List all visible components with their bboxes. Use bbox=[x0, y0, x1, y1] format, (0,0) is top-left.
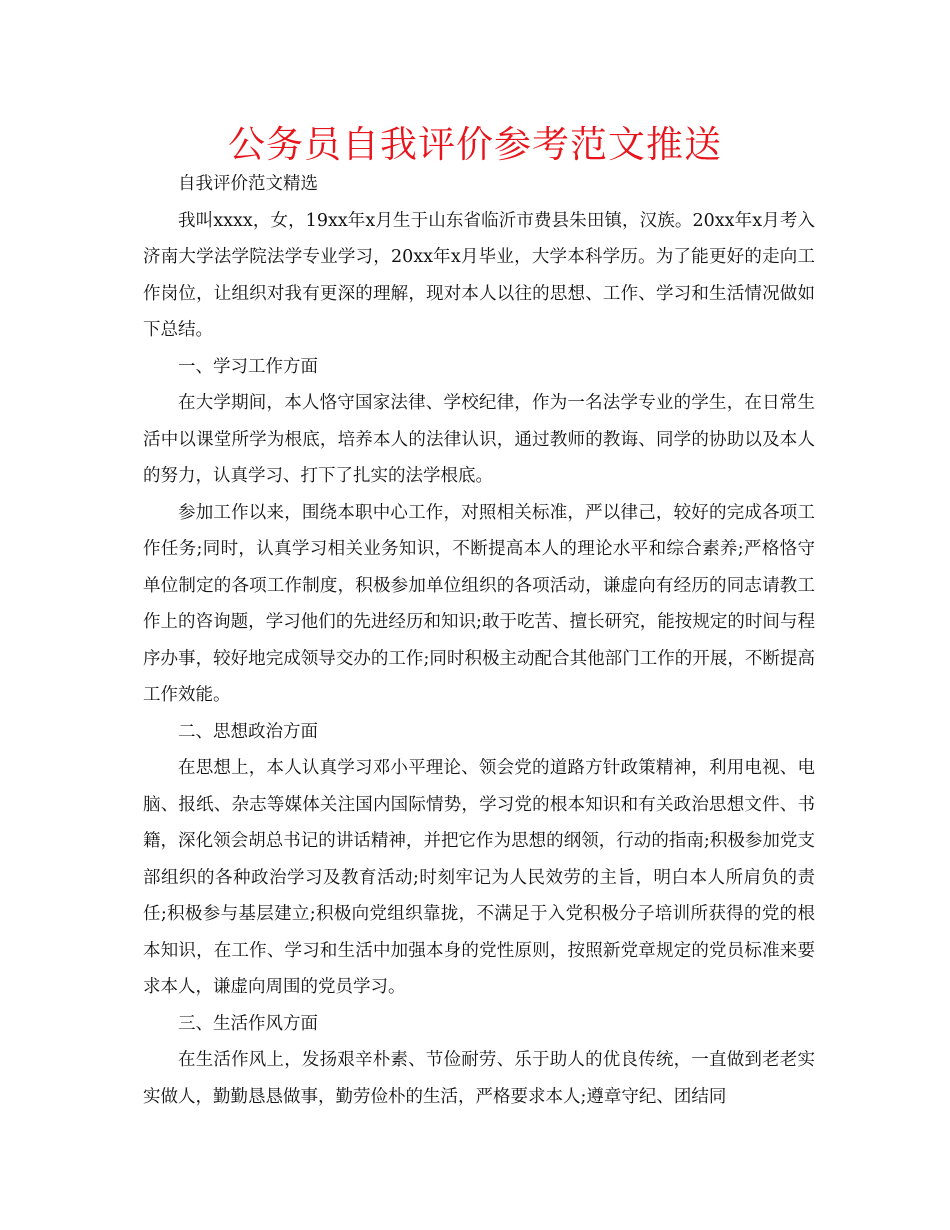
lifestyle-paragraph: 在生活作风上，发扬艰辛朴素、节俭耐劳、乐于助人的优良传统，一直做到老老实实做人，勤勤恳恳做事，勤劳俭朴的生活，严格要求本人;遵章守纪、团结同 bbox=[143, 1050, 815, 1107]
document-body bbox=[143, 166, 815, 1115]
document-title: 公务员自我评价参考范文推送 bbox=[228, 123, 722, 166]
study-paragraph: 在大学期间，本人恪守国家法律、学校纪律，作为一名法学专业的学生，在日常生活中以课堂所学为根底，培养本人的法律认识，通过教师的教诲、同学的协助以及本人的努力，认真学习、打下了扎实的法学根底。 bbox=[143, 393, 815, 486]
section-heading-lifestyle: 三、生活作风方面 bbox=[178, 1013, 318, 1034]
section-heading-politics: 二、思想政治方面 bbox=[178, 721, 318, 742]
work-paragraph: 参加工作以来，围绕本职中心工作，对照相关标准，严以律己，较好的完成各项工作任务;同时，认真学习相关业务知识，不断提高本人的理论水平和综合素养;严格恪守单位制定的各项工作制度，积极参加单位组织的各项活动，谦虚向有经历的同志请教工作上的咨询题，学习他们的先进经历和知识;敢于吃苦、擅长研究，能按规定的时间与程序办事，较好地完成领导交办的工作;同时积极主动配合其他部门工作的开展，不断提高工作效能。 bbox=[143, 502, 815, 705]
section-heading-study-work: 一、学习工作方面 bbox=[178, 356, 318, 377]
politics-paragraph: 在思想上，本人认真学习邓小平理论、领会党的道路方针政策精神，利用电视、电脑、报纸、杂志等媒体关注国内国际情势，学习党的根本知识和有关政治思想文件、书籍，深化领会胡总书记的讲话精神，并把它作为思想的纲领，行动的指南;积极参加党支部组织的各种政治学习及教育活动;时刻牢记为人民效劳的主旨，明白本人所肩负的责任;积极参与基层建立;积极向党组织靠拢，不满足于入党积极分子培训所获得的党的根本知识，在工作、学习和生活中加强本身的党性原则，按照新党章规定的党员标准来要求本人，谦虚向周围的党员学习。 bbox=[143, 758, 815, 997]
subtitle-paragraph: 自我评价范文精选 bbox=[178, 174, 318, 194]
intro-paragraph: 我叫xxxx，女，19xx年x月生于山东省临沂市费县朱田镇，汉族。20xx年x月考入济南大学法学院法学专业学习，20xx年x月毕业，大学本科学历。为了能更好的走向工作岗位，让组织对我有更深的理解，现对本人以往的思想、工作、学习和生活情况做如下总结。 bbox=[143, 210, 815, 340]
